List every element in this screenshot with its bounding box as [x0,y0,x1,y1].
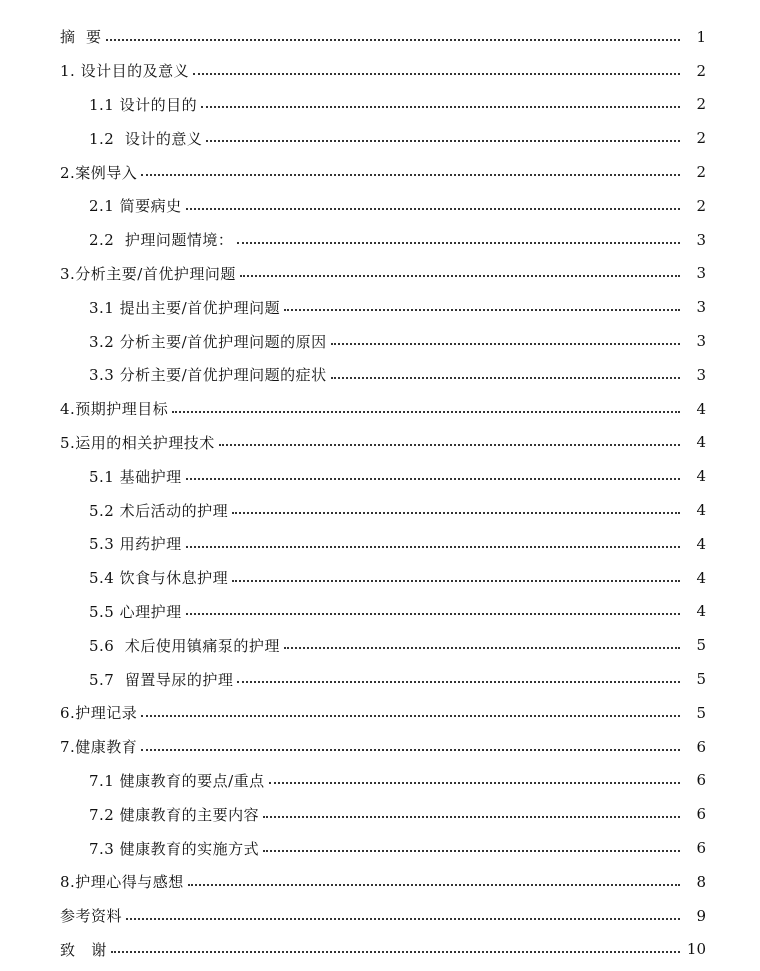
dot-leader [232,568,680,582]
dot-leader [141,703,680,717]
toc-entry-title: 致 谢 [60,939,111,960]
toc-entry-page-number: 2 [684,129,706,147]
dot-leader [186,601,680,615]
dot-leader [186,466,680,480]
toc-entry-title: 5.5 心理护理 [89,601,186,622]
toc-entry-title: 7.健康教育 [60,736,141,757]
toc-entry[interactable] [0,730,760,764]
dot-leader [284,297,680,311]
toc-entry-page-number: 4 [684,535,706,553]
toc-entry-title: 2.2 护理问题情境： [89,229,237,250]
toc-entry-title: 2.1 简要病史 [89,195,186,216]
toc-entry-page-number: 2 [684,197,706,215]
dot-leader [206,128,680,142]
toc-entry[interactable] [0,696,760,730]
toc-entry-page-number: 4 [684,467,706,485]
toc-entry-title: 5.2 术后活动的护理 [89,500,232,521]
toc-entry-title: 摘 要 [60,26,106,47]
toc-entry[interactable] [0,223,760,257]
toc-entry[interactable] [0,831,760,865]
toc-entry-title: 5.1 基础护理 [89,466,186,487]
toc-entry-title: 1. 设计目的及意义 [60,60,193,81]
toc-entry-title: 5.3 用药护理 [89,533,186,554]
toc-entry-title: 4.预期护理目标 [60,398,172,419]
toc-entry-page-number: 2 [684,62,706,80]
dot-leader [284,635,680,649]
toc-entry[interactable] [0,54,760,88]
toc-entry[interactable] [0,189,760,223]
dot-leader [331,331,680,345]
toc-entry-title: 3.1 提出主要/首优护理问题 [89,297,284,318]
toc-entry[interactable] [0,155,760,189]
toc-entry[interactable] [0,899,760,933]
dot-leader [186,534,680,548]
toc-entry[interactable] [0,797,760,831]
toc-entry-title: 5.7 留置导尿的护理 [89,669,237,690]
toc-entry-page-number: 4 [684,501,706,519]
toc-entry-page-number: 9 [684,907,706,925]
toc-entry[interactable] [0,933,760,967]
toc-entry-title: 8.护理心得与感想 [60,871,188,892]
dot-leader [188,872,680,886]
toc-entry-title: 5.运用的相关护理技术 [60,432,219,453]
toc-entry[interactable] [0,493,760,527]
toc-entry-title: 5.4 饮食与休息护理 [89,567,232,588]
toc-entry-page-number: 4 [684,602,706,620]
toc-entry-page-number: 8 [684,873,706,891]
toc-entry[interactable] [0,527,760,561]
toc-entry-page-number: 2 [684,95,706,113]
toc-entry[interactable] [0,764,760,798]
toc-entry-page-number: 1 [684,28,706,46]
dot-leader [193,61,680,75]
toc-entry-title: 7.3 健康教育的实施方式 [89,838,263,859]
dot-leader [237,230,680,244]
dot-leader [126,906,680,920]
toc-entry-page-number: 5 [684,704,706,722]
toc-entry-page-number: 6 [684,805,706,823]
toc-entry[interactable] [0,561,760,595]
toc-entry-page-number: 5 [684,670,706,688]
toc-entry-page-number: 6 [684,738,706,756]
toc-entry[interactable] [0,290,760,324]
toc-entry[interactable] [0,257,760,291]
toc-entry-page-number: 4 [684,433,706,451]
toc-entry-page-number: 3 [684,231,706,249]
toc-entry-title: 6.护理记录 [60,702,141,723]
toc-entry-page-number: 3 [684,332,706,350]
dot-leader [106,27,680,41]
toc-entry-title: 3.分析主要/首优护理问题 [60,263,240,284]
toc-entry[interactable] [0,459,760,493]
dot-leader [263,838,680,852]
toc-entry-title: 5.6 术后使用镇痛泵的护理 [89,635,284,656]
toc-entry[interactable] [0,324,760,358]
toc-entry-page-number: 4 [684,569,706,587]
toc-entry[interactable] [0,88,760,122]
dot-leader [111,939,680,953]
dot-leader [201,94,680,108]
toc-entry-page-number: 6 [684,839,706,857]
toc-entry-title: 1.2 设计的意义 [89,128,206,149]
dot-leader [186,196,680,210]
toc-entry-title: 7.1 健康教育的要点/重点 [89,770,269,791]
toc-entry[interactable] [0,121,760,155]
dot-leader [240,263,680,277]
toc-entry[interactable] [0,595,760,629]
toc-entry[interactable] [0,392,760,426]
toc-entry[interactable] [0,358,760,392]
dot-leader [172,399,680,413]
dot-leader [269,770,680,784]
toc-entry-title: 参考资料 [60,905,126,926]
toc-entry[interactable] [0,865,760,899]
toc-entry-title: 3.3 分析主要/首优护理问题的症状 [89,364,331,385]
dot-leader [331,365,680,379]
dot-leader [232,500,680,514]
toc-entry-title: 3.2 分析主要/首优护理问题的原因 [89,331,331,352]
table-of-contents [0,20,760,966]
dot-leader [141,162,680,176]
toc-entry[interactable] [0,20,760,54]
dot-leader [237,669,680,683]
toc-entry-title: 1.1 设计的目的 [89,94,201,115]
toc-entry-page-number: 5 [684,636,706,654]
toc-entry-page-number: 6 [684,771,706,789]
toc-entry-page-number: 10 [684,940,706,958]
toc-entry[interactable] [0,662,760,696]
toc-entry[interactable] [0,426,760,460]
toc-entry-page-number: 4 [684,400,706,418]
toc-entry-page-number: 2 [684,163,706,181]
dot-leader [219,432,680,446]
toc-entry-title: 2.案例导入 [60,162,141,183]
dot-leader [141,737,680,751]
toc-entry-title: 7.2 健康教育的主要内容 [89,804,263,825]
toc-entry-page-number: 3 [684,264,706,282]
toc-entry-page-number: 3 [684,366,706,384]
toc-entry-page-number: 3 [684,298,706,316]
toc-entry[interactable] [0,628,760,662]
dot-leader [263,804,680,818]
